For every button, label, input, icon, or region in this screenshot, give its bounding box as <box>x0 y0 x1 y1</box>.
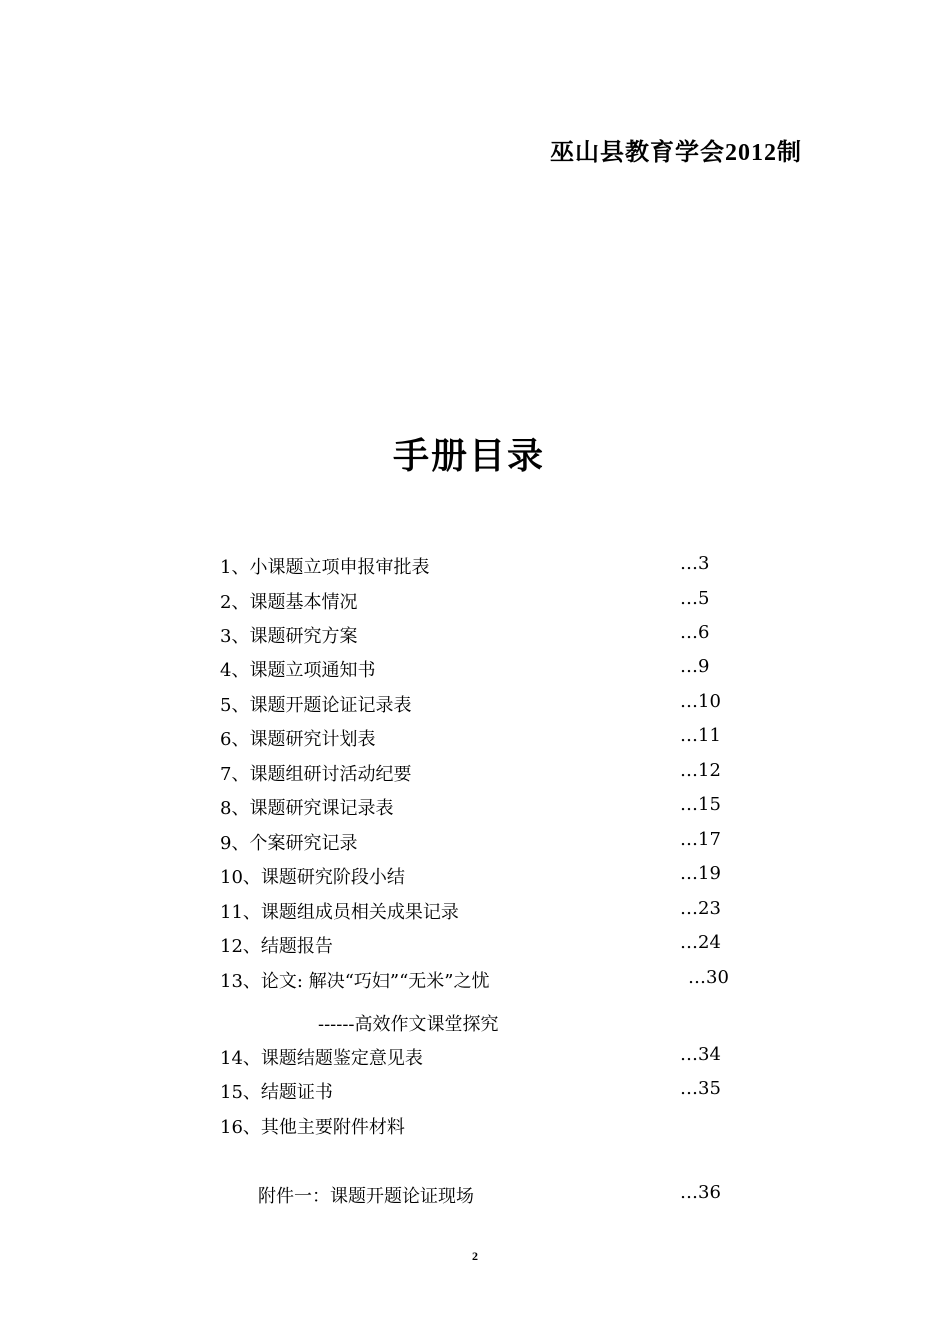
toc-entry <box>0 622 950 650</box>
toc-entry <box>0 588 950 616</box>
toc-entry-label: 10、课题研究阶段小结 <box>220 867 405 888</box>
toc-entry-page: …35 <box>680 1078 721 1099</box>
toc-entry-page: …30 <box>688 967 729 988</box>
toc-entry <box>0 553 950 581</box>
toc-entry-page: …17 <box>680 829 721 850</box>
toc-entry-label: 11、课题组成员相关成果记录 <box>220 902 459 923</box>
toc-entry <box>0 1078 950 1106</box>
toc-entry-page: …15 <box>680 794 721 815</box>
toc-entry-page: …12 <box>680 760 721 781</box>
publisher-line: 巫山县教育学会2012制 <box>550 140 802 166</box>
toc-entry-label: 3、课题研究方案 <box>220 626 358 647</box>
toc-entry <box>0 1044 950 1072</box>
toc-entry-page: …3 <box>680 553 710 574</box>
toc-entry-label: 14、课题结题鉴定意见表 <box>220 1048 423 1069</box>
toc-entry-label: 16、其他主要附件材料 <box>220 1117 405 1138</box>
toc-entry-page: …34 <box>680 1044 721 1065</box>
toc-entry-page: …23 <box>680 898 721 919</box>
toc-appendix-entry <box>0 1182 950 1210</box>
toc-entry <box>0 760 950 788</box>
toc-entry-label: 15、结题证书 <box>220 1082 333 1103</box>
toc-entry-page: …6 <box>680 622 710 643</box>
page-title: 手册目录 <box>392 436 545 477</box>
toc-entry <box>0 967 950 995</box>
toc-entry <box>0 691 950 719</box>
toc-entry-label: 9、个案研究记录 <box>220 833 358 854</box>
toc-entry-label: 8、课题研究课记录表 <box>220 798 394 819</box>
toc-entry-label: 附件一：课题开题论证现场 <box>258 1186 474 1207</box>
toc-entry-label: 7、课题组研讨活动纪要 <box>220 764 412 785</box>
toc-entry-label: 13、论文: 解决“巧妇”“无米”之忧 <box>220 971 490 992</box>
toc-entry-label: 4、课题立项通知书 <box>220 660 376 681</box>
toc-entry <box>0 829 950 857</box>
toc-entry-page: …19 <box>680 863 721 884</box>
toc-entry <box>0 898 950 926</box>
toc-entry <box>0 863 950 891</box>
toc-entry <box>0 932 950 960</box>
toc-entry-page: …11 <box>680 725 721 746</box>
toc-entry-label: 12、结题报告 <box>220 936 333 957</box>
toc-entry-label: 1、小课题立项申报审批表 <box>220 557 430 578</box>
toc-entry <box>0 725 950 753</box>
toc-entry-label: 2、课题基本情况 <box>220 592 358 613</box>
toc-entry-page: …9 <box>680 656 710 677</box>
toc-entry-page: …36 <box>680 1182 721 1203</box>
page-number: 2 <box>472 1249 478 1263</box>
toc-entry-page: …24 <box>680 932 721 953</box>
toc-entry-label: 6、课题研究计划表 <box>220 729 376 750</box>
toc-entry <box>0 1113 950 1141</box>
toc-entry-page: …5 <box>680 588 710 609</box>
toc-entry-label: 5、课题开题论证记录表 <box>220 695 412 716</box>
toc-entry <box>0 656 950 684</box>
toc-entry <box>0 794 950 822</box>
toc-entry-page: …10 <box>680 691 721 712</box>
toc-entry-subtitle: ------高效作文课堂探究 <box>318 1014 499 1035</box>
